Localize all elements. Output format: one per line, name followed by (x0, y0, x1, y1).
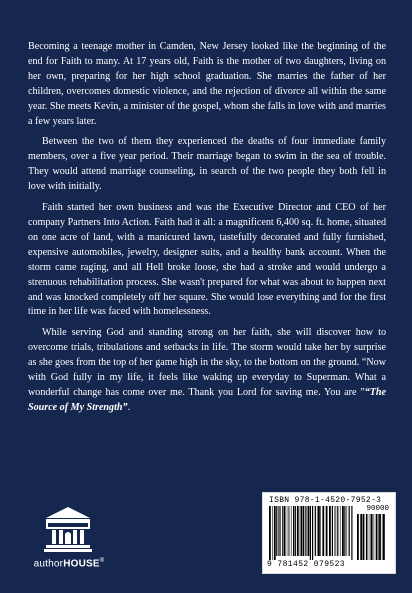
barcode-bar (274, 506, 276, 560)
ean-digits: 9 781452 079523 (267, 560, 346, 569)
blurb-paragraph-1: Becoming a teenage mother in Camden, New Jersey looked like the beginning of the end for Faith to many. At 17 years old, Faith is the mother of two daughters, living on her own, preparing for her high school graduation. She marries the father of her children, overcomes domestic violence, and the rejection of divorce all within the same year. She meets Kevin, a minister of the gospel, whom she falls in love with and marries a few years later. (28, 41, 386, 127)
barcode-bar (370, 514, 371, 560)
barcode-bar (320, 506, 321, 556)
barcode-bar (317, 506, 318, 556)
publisher-logo (24, 500, 114, 580)
barcode-bar (282, 506, 283, 556)
barcode-bar (360, 514, 362, 560)
barcode-bar (280, 506, 281, 556)
barcode-bar (357, 514, 359, 560)
book-title-quote: “The Source of My Strength” (28, 386, 386, 413)
isbn-label: ISBN 978-1-4520-7952-3 (269, 496, 382, 505)
barcode-bar (344, 506, 345, 556)
barcode-bar (269, 506, 271, 560)
barcode-bar (276, 506, 277, 556)
barcode-bar (300, 506, 301, 556)
barcode-bar (351, 506, 352, 560)
barcode-bar (329, 506, 331, 556)
ean-barcode-bars (269, 506, 353, 560)
barcode-bar (295, 506, 296, 556)
barcode-bar (337, 506, 338, 556)
blurb-paragraph-4-end: . (127, 401, 131, 413)
publisher-name (24, 558, 114, 569)
blurb-paragraph-2: Between the two of them they experienced the deaths of four immediate family members, over a five year period. Their marriage began to swim in the sea of trouble. They would attend marriage counseling, in search of the two people they both fell in love with initially. (28, 136, 386, 193)
publisher-name-left: author (33, 558, 64, 570)
barcode-bar (374, 514, 375, 560)
barcode-bar (284, 506, 285, 556)
barcode-bar (308, 506, 310, 556)
blurb-paragraph-4 (28, 326, 386, 415)
barcode-bar (340, 506, 341, 556)
barcode-bar (378, 514, 379, 560)
barcode-bar (379, 514, 381, 560)
isbn-barcode (262, 492, 396, 574)
barcode-bar (301, 506, 302, 556)
barcode-bar (376, 514, 378, 560)
book-blurb (28, 40, 386, 422)
barcode-bar (342, 506, 344, 556)
barcode-bar (347, 506, 348, 556)
barcode-bar (332, 506, 333, 556)
barcode-bar (366, 514, 367, 560)
barcode-bar (293, 506, 294, 556)
barcode-bar (297, 506, 299, 556)
barcode-bar (326, 506, 328, 556)
price-code: 90000 (366, 505, 389, 513)
barcode-bar (312, 506, 313, 560)
barcode-bar (382, 514, 383, 560)
barcode-bar (322, 506, 324, 556)
barcode-bar (383, 514, 385, 560)
addon-barcode-bars (357, 514, 387, 560)
barcode-bar (288, 506, 289, 556)
barcode-bar (291, 506, 292, 556)
barcode-bar (318, 506, 320, 556)
barcode-bar (349, 506, 350, 556)
registered-mark: ® (99, 558, 105, 564)
barcode-bar (336, 506, 337, 556)
barcode-bar (371, 514, 373, 560)
barcode-bar (305, 506, 306, 556)
barcode-bar (368, 514, 369, 560)
barcode-bar (303, 506, 305, 556)
blurb-paragraph-3: Faith started her own business and was the Executive Director and CEO of her company Partners Into Action. Faith had it all: a magnificent 6,400 sq. ft. home, situated on one acre of land, with a manicured lawn, tastefully decorated and fully furnished, expensive automobiles, jewelry, designer suits, and a healthy bank account. When the storm came raging, and all Hell broke loose, she had a stroke and would undergo a strenuous rehabilitation process. She wasn't prepared for what was about to happen next and was knocked completely off her square. She would lose everything and for the first time in her life was faced with homelessness. (28, 202, 386, 318)
building-columns-icon (42, 504, 94, 556)
barcode-bar (310, 506, 311, 560)
barcode-bar (286, 506, 287, 556)
blurb-paragraph-4-text: While serving God and standing strong on her faith, she will discover how to overcome trials, tribulations and setbacks in life. The storm would take her by surprise as she goes from the top of her game high in the sky, to the bottom on the ground. “Now with God fully in my life, it feels like waking up everyday to Superman. What a wonderful change has come over me. Thank you Lord for saving me. You are ” (28, 327, 386, 398)
barcode-bar (335, 506, 336, 556)
publisher-name-right: HOUSE (63, 558, 100, 570)
barcode-bar (363, 514, 365, 560)
barcode-bar (289, 506, 290, 556)
barcode-bar (272, 506, 273, 560)
barcode-bar (315, 506, 316, 556)
barcode-bar (278, 506, 279, 556)
